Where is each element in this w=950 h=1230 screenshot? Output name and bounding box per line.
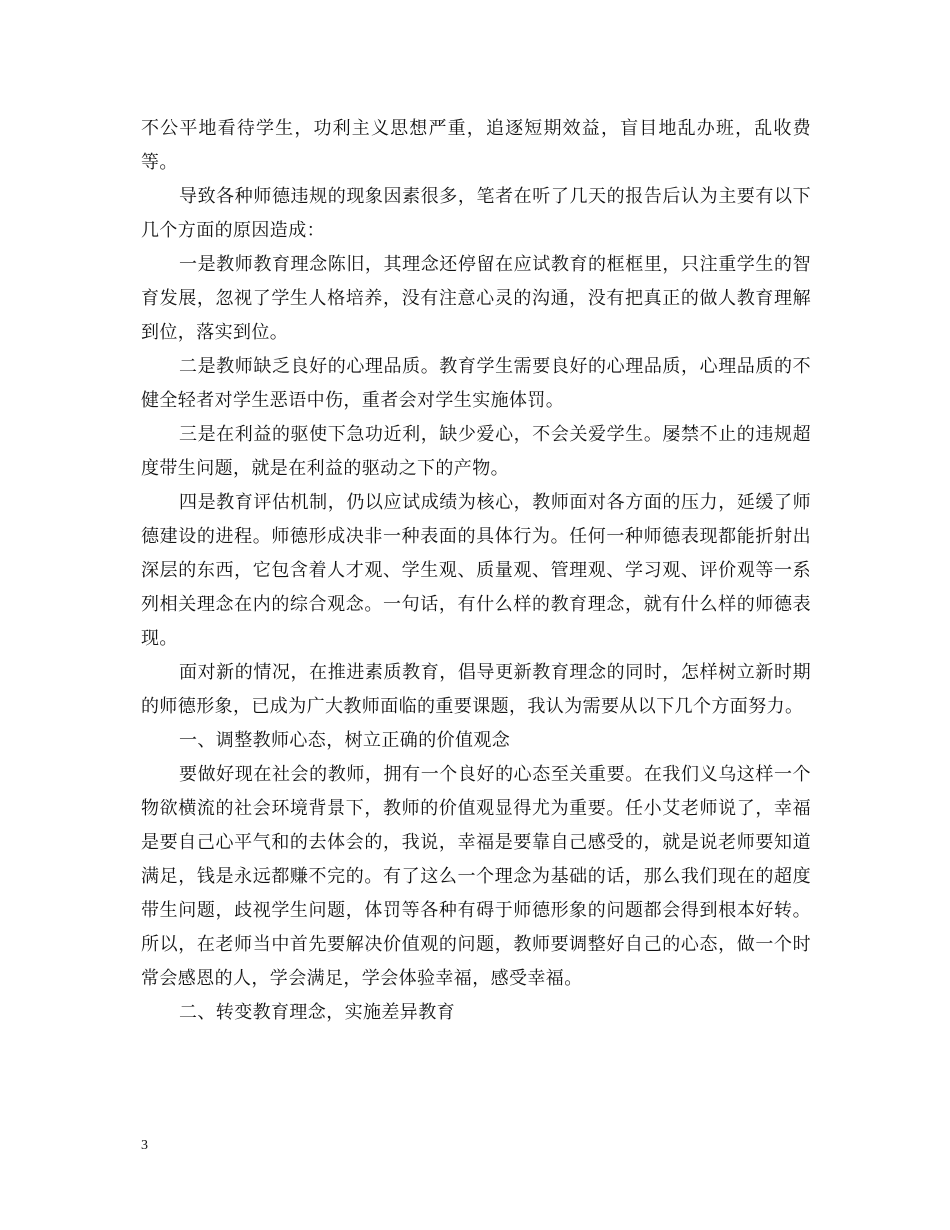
paragraph: 三是在利益的驱使下急功近利，缺少爱心，不会关爱学生。屡禁不止的违规超度带生问题，就是在利益的驱动之下的产物。 — [141, 424, 811, 479]
section-heading: 一、调整教师心态，树立正确的价值观念 — [179, 730, 511, 751]
document-body — [141, 112, 811, 1030]
paragraph: 不公平地看待学生，功利主义思想严重，追逐短期效益，盲目地乱办班，乱收费等。 — [141, 118, 811, 173]
paragraph: 一是教师教育理念陈旧，其理念还停留在应试教育的框框里，只注重学生的智育发展，忽视了学生人格培养，没有注意心灵的沟通，没有把真正的做人教育理解到位，落实到位。 — [141, 254, 811, 343]
paragraph: 导致各种师德违规的现象因素很多，笔者在听了几天的报告后认为主要有以下几个方面的原因造成： — [141, 186, 811, 241]
page-number: 3 — [141, 1138, 148, 1153]
paragraph: 面对新的情况，在推进素质教育，倡导更新教育理念的同时，怎样树立新时期的师德形象，已成为广大教师面临的重要课题，我认为需要从以下几个方面努力。 — [141, 662, 811, 717]
paragraph: 要做好现在社会的教师，拥有一个良好的心态至关重要。在我们义乌这样一个物欲横流的社会环境背景下，教师的价值观显得尤为重要。任小艾老师说了，幸福是要自己心平气和的去体会的，我说，幸福是要靠自己感受的，就是说老师要知道满足，钱是永远都赚不完的。有了这么一个理念为基础的话，那么我们现在的超度带生问题，歧视学生问题，体罚等各种有碍于师德形象的问题都会得到根本好转。所以，在老师当中首先要解决价值观的问题，教师要调整好自己的心态，做一个时常会感恩的人，学会满足，学会体验幸福，感受幸福。 — [141, 764, 811, 989]
paragraph: 二是教师缺乏良好的心理品质。教育学生需要良好的心理品质，心理品质的不健全轻者对学生恶语中伤，重者会对学生实施体罚。 — [141, 356, 811, 411]
paragraph: 四是教育评估机制，仍以应试成绩为核心，教师面对各方面的压力，延缓了师德建设的进程。师德形成决非一种表面的具体行为。任何一种师德表现都能折射出深层的东西，它包含着人才观、学生观、质量观、管理观、学习观、评价观等一系列相关理念在内的综合观念。一句话，有什么样的教育理念，就有什么样的师德表现。 — [141, 492, 811, 649]
section-heading: 二、转变教育理念，实施差异教育 — [179, 1002, 455, 1023]
